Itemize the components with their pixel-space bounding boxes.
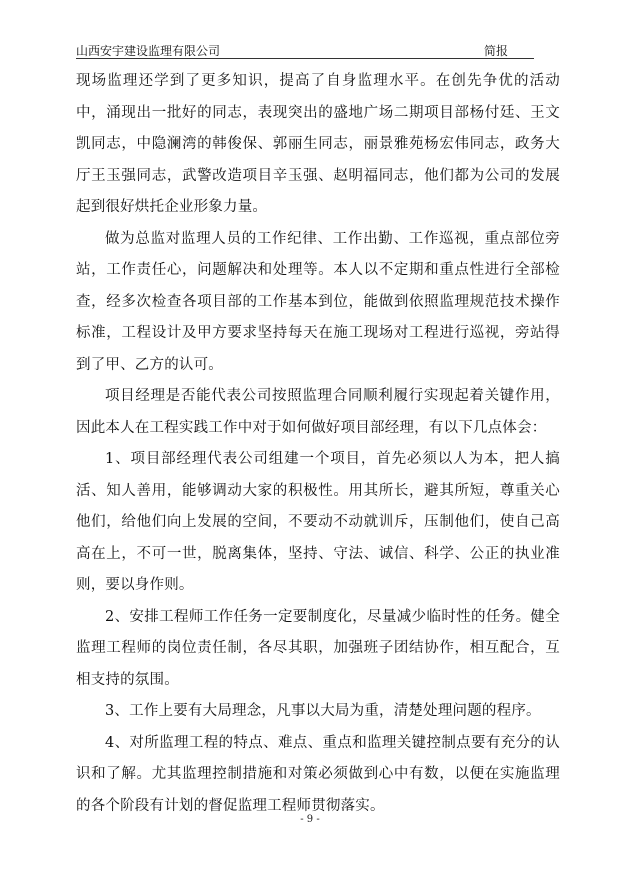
- paragraph-supervision: 做为总监对监理人员的工作纪律、工作出勤、工作巡视，重点部位旁站，工作责任心，问题解决和处理等。本人以不定期和重点性进行全部检查，经多次检查各项目部的工作基本到位，能做到依照监理规范技术操作标准，工程设计及甲方要求坚持每天在施工现场对工程进行巡视，旁站得到了甲、乙方的认可。: [76, 230, 560, 373]
- company-name: 山西安宇建设监理有限公司: [76, 44, 221, 58]
- paragraph-project-manager: 项目经理是否能代表公司按照监理合同顺利履行实现起着关键作用，因此本人在工程实践工作中对于如何做好项目部经理，有以下几点体会：: [76, 388, 560, 436]
- page-header: [76, 40, 534, 58]
- list-item-4: 4、对所监理工程的特点、难点、重点和监理关键控制点要有充分的认识和了解。尤其监理控制措施和对策必须做到心中有数，以便在实施监理的各个阶段有计划的督促监理工程师贯彻落实。: [76, 734, 560, 814]
- header-divider: [76, 58, 534, 59]
- document-type: 简报: [483, 44, 508, 58]
- document-body: [76, 66, 560, 822]
- list-item-1: 1、项目部经理代表公司组建一个项目，首先必须以人为本，把人搞活、知人善用，能够调动大家的积极性。用其所长，避其所短，尊重关心他们，给他们向上发展的空间，不要动不动就训斥，压制他们，使自己高高在上，不可一世，脱离集体，坚持、守法、诚信、科学、公正的执业准则，要以身作则。: [76, 451, 560, 593]
- page-number: - 9 -: [300, 814, 320, 825]
- list-item-2: 2、安排工程师工作任务一定要制度化，尽量减少临时性的任务。健全监理工程师的岗位责任制，各尽其职，加强班子团结协作，相互配合，互相支持的氛围。: [76, 608, 560, 688]
- paragraph-continuation: 现场监理还学到了更多知识，提高了自身监理水平。在创先争优的活动中，涌现出一批好的同志，表现突出的盛地广场二期项目部杨付廷、王文凯同志，中隐澜湾的韩俊保、郭丽生同志，丽景雅苑杨宏伟同志，政务大厅王玉强同志，武警改造项目辛玉强、赵明福同志，他们都为公司的发展起到很好烘托企业形象力量。: [76, 73, 560, 215]
- list-item-3: 3、工作上要有大局理念，凡事以大局为重，清楚处理问题的程序。: [105, 703, 541, 719]
